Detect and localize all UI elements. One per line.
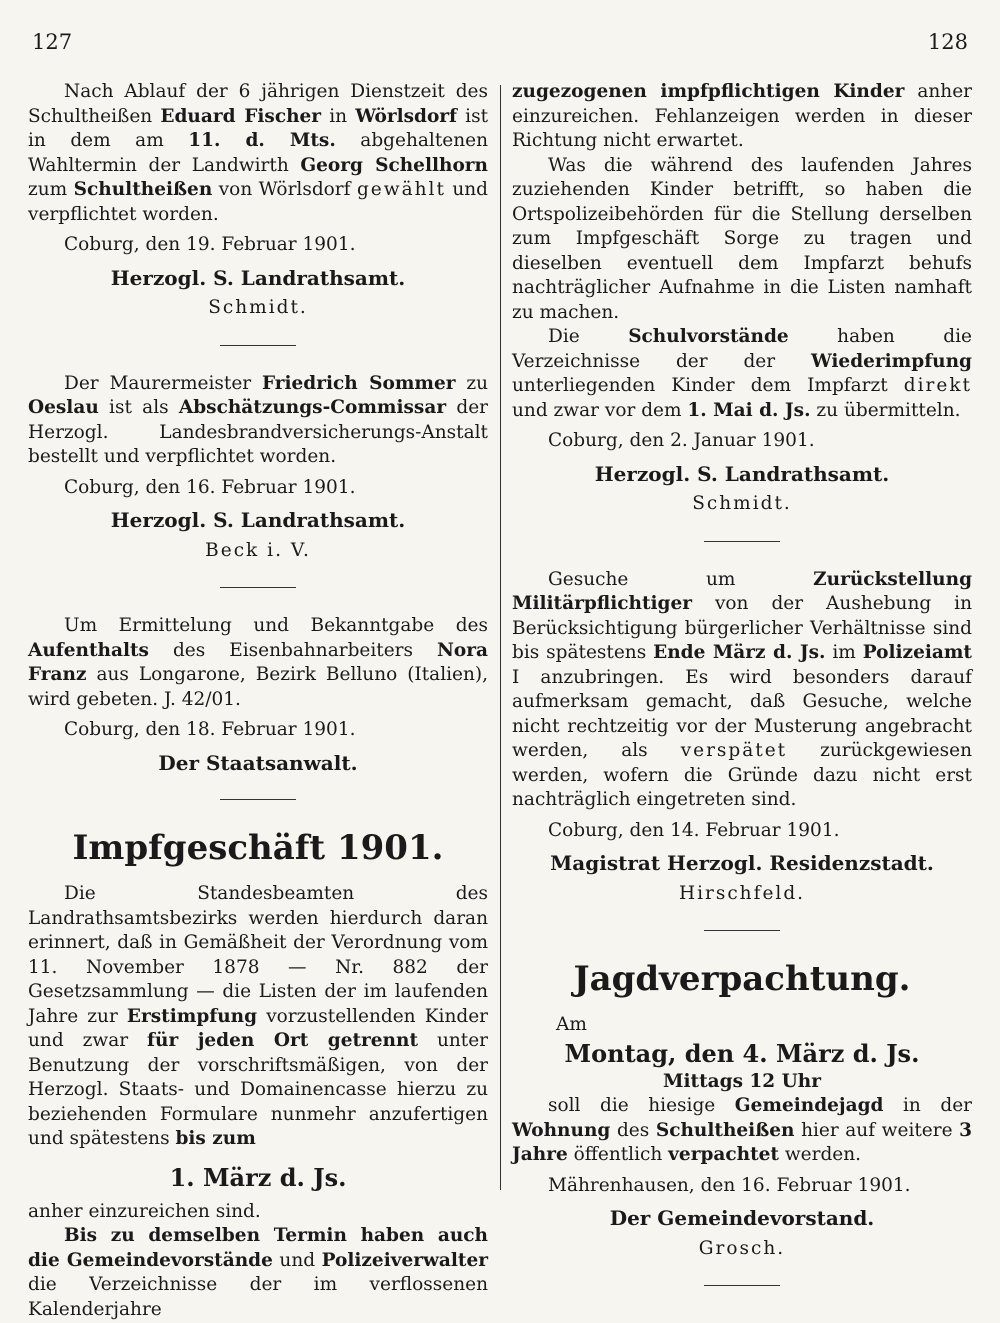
text: vorzustellenden Kinder und zwar <box>28 1005 488 1051</box>
text: zum <box>28 179 74 200</box>
text: Die Standesbeamten des Landrathsamtsbezirks werden hierdurch daran erinnert, daß in Gemäßheit der Verordnung vom 11. November 1878 — Nr. 882 der Gesetzsammlung — die Listen der im laufenden Jahre zur <box>28 883 488 1027</box>
place-name: Oeslau <box>28 397 99 418</box>
notice-signatory: Schmidt. <box>692 493 792 514</box>
keyword: Polizeiverwalter <box>321 1249 488 1271</box>
intro-word: Am <box>556 1014 587 1035</box>
text: soll die hiesige <box>548 1095 735 1116</box>
spaced-word: direkt <box>903 375 972 396</box>
keyword: für jeden Ort getrennt <box>147 1030 418 1051</box>
keyword: Bis zu demselben Termin haben auch die <box>28 1225 488 1271</box>
separator <box>704 930 780 931</box>
keyword: verpachtet <box>668 1144 779 1165</box>
title-word: Schultheißen <box>73 179 213 200</box>
separator <box>704 1285 780 1286</box>
notice-body <box>28 1224 488 1322</box>
notice-body <box>28 614 488 712</box>
text: unterliegenden Kinder dem Impfarzt <box>512 375 904 396</box>
notice-signatory: Grosch. <box>698 1237 786 1259</box>
text: von Wörlsdorf <box>212 179 357 200</box>
date-ref: 11. d. Mts. <box>188 130 336 151</box>
notice-signatory: Beck i. V. <box>205 539 311 561</box>
text: anher einzureichen. Fehlanzeigen werden in dieser Richtung nicht erwartet. <box>512 81 972 151</box>
notice-body-end: anher einzureichen sind. <box>28 1200 261 1222</box>
keyword: Zurückstellung Militärpflichtiger <box>512 568 972 614</box>
left-column <box>28 80 488 1322</box>
text: des <box>610 1119 656 1141</box>
notice-military <box>512 568 972 907</box>
keyword: Gemeindevorstände <box>66 1249 273 1271</box>
notice-body <box>512 568 972 813</box>
notice-date: Coburg, den 14. Februar 1901. <box>548 819 840 841</box>
notice-date: Coburg, den 19. Februar 1901. <box>64 234 356 255</box>
text: des Eisenbahnarbeiters <box>148 639 438 661</box>
text: haben die Verzeichnisse der der <box>512 326 973 372</box>
keyword: Schultheißen <box>655 1119 795 1141</box>
text: Der Maurermeister <box>64 372 262 394</box>
time-text: Mittags 12 Uhr <box>663 1070 821 1092</box>
notice-vaccination <box>28 826 488 1322</box>
keyword: bis zum <box>175 1128 256 1149</box>
place-name: Wörlsdorf <box>355 105 457 127</box>
text: Nach Ablauf der 6 jährigen Dienstzeit des Schultheißen <box>28 81 488 127</box>
text: Gesuche um <box>548 568 814 590</box>
text: werden. <box>778 1144 862 1165</box>
person-name: Friedrich Sommer <box>261 372 456 394</box>
notice-signatory: Hirschfeld. <box>678 882 806 904</box>
notice-body <box>512 325 972 423</box>
text: I anzubringen. Es wird besonders darauf aufmerksam gemacht, daß Gesuche, welche nicht rechtzeitig vor der Musterung angebracht werden, als <box>512 666 972 761</box>
text: die Verzeichnisse der im verflossenen Kalenderjahre <box>28 1274 488 1320</box>
text: aus Longarone, Bezirk Belluno (Italien), wird gebeten. J. 42/01. <box>28 664 488 710</box>
text: ist als <box>98 397 179 418</box>
keyword: 3 Jahre <box>512 1119 973 1165</box>
separator <box>220 587 296 588</box>
notice-authority: Magistrat Herzogl. Residenzstadt. <box>550 851 934 875</box>
text: der Herzogl. Landesbrandversicherungs-Anstalt bestellt und verpflichtet worden. <box>28 397 488 467</box>
text: und zwar vor dem <box>512 399 688 421</box>
event-time <box>512 1070 972 1095</box>
notice-date: Coburg, den 16. Februar 1901. <box>64 476 356 498</box>
separator <box>220 799 296 800</box>
notice-authority: Herzogl. S. Landrathsamt. <box>110 508 406 532</box>
notice-body <box>28 372 488 470</box>
notice-date: Coburg, den 18. Februar 1901. <box>64 719 356 740</box>
notice-authority: Der Staatsanwalt. <box>158 750 358 775</box>
text: und <box>272 1249 322 1271</box>
keyword: Erstimpfung <box>126 1005 258 1027</box>
section-heading: Jagdverpachtung. <box>573 959 911 999</box>
notice-search <box>28 614 488 775</box>
role-name: Abschätzungs-Commissar <box>178 397 447 418</box>
text: zurückgewiesen werden, wofern die Gründe dazu nicht erst nachträglich eingetreten sind. <box>512 740 972 810</box>
keyword: Wohnung <box>512 1119 611 1141</box>
section-heading: Impfgeschäft 1901. <box>72 828 444 868</box>
notice-body: Was die während des laufenden Jahres zuziehenden Kinder betrifft, so haben die Ortspolizeibehörden für die Stellung derselben zum Impfgeschäft Sorge zu tragen und dieselben eventuell dem Impfarzt behufs nachträglicher Aufnahme in die Listen namhaft zu machen. <box>512 154 972 323</box>
spaced-word: gewählt <box>356 179 446 200</box>
page-number-left: 127 <box>32 30 73 54</box>
deadline: 1. März d. Js. <box>169 1162 347 1192</box>
keyword: Gemeindejagd <box>734 1095 884 1116</box>
notice-body <box>512 1094 972 1168</box>
notice-authority: Herzogl. S. Landrathsamt. <box>110 265 406 290</box>
notice-authority: Herzogl. S. Landrathsamt. <box>594 461 890 486</box>
text: von der Aushebung in Berücksichtigung bürgerlicher Verhältnisse sind bis spätestens <box>512 593 972 663</box>
keyword: Wiederimpfung <box>810 350 972 372</box>
notice-hunting-lease <box>512 957 972 1261</box>
text: Um Ermittelung und Bekanntgabe des <box>64 615 488 636</box>
notice-signatory: Schmidt. <box>208 297 308 318</box>
keyword: Schulvorstände <box>628 326 789 347</box>
person-name: Georg Schellhorn <box>300 154 488 176</box>
text: hier auf weitere <box>794 1119 960 1141</box>
separator <box>220 345 296 346</box>
text: unter Benutzung der vorschriftsmäßigen, von der Herzogl. Staats- und Domainencasse hierzu zu beziehenden Formulare nunmehr anzufertigen und spätestens <box>28 1030 489 1149</box>
person-name: Eduard Fischer <box>160 105 322 127</box>
text: Die <box>548 326 629 347</box>
notice-authority: Der Gemeindevorstand. <box>609 1206 875 1230</box>
notice-commissar <box>28 372 488 564</box>
keyword: Aufenthalts <box>28 639 149 661</box>
column-rule <box>500 85 501 1190</box>
text: in der <box>883 1095 973 1116</box>
notice-schultheiss <box>28 80 488 321</box>
person-name: Nora Franz <box>28 639 488 685</box>
text: öffentlich <box>567 1144 669 1165</box>
text: und verpflichtet worden. <box>28 179 488 225</box>
notice-body <box>28 882 488 1152</box>
right-column <box>512 80 972 1312</box>
text: abgehaltenen Wahltermin der Landwirth <box>28 130 488 176</box>
text: ist in dem am <box>28 105 489 151</box>
notice-body <box>512 80 972 154</box>
event-date: Montag, den 4. März d. Js. <box>564 1038 920 1068</box>
text: zu <box>455 372 488 394</box>
keyword: Polizeiamt <box>862 642 972 663</box>
text: in <box>321 105 356 127</box>
notice-body <box>28 80 488 227</box>
notice-date: Mährenhausen, den 16. Februar 1901. <box>548 1174 911 1196</box>
keyword: 1. Mai d. Js. <box>687 399 811 421</box>
notice-date: Coburg, den 2. Januar 1901. <box>548 430 815 451</box>
spaced-word: verspätet <box>680 740 788 761</box>
keyword: Ende März d. Js. <box>653 642 826 663</box>
separator <box>704 541 780 542</box>
notice-vaccination-continued <box>512 80 972 517</box>
keyword: zugezogenen impfpflichtigen Kinder <box>512 81 905 102</box>
page-number-right: 128 <box>927 30 968 54</box>
text: im <box>825 642 863 663</box>
text: zu übermitteln. <box>810 399 961 421</box>
